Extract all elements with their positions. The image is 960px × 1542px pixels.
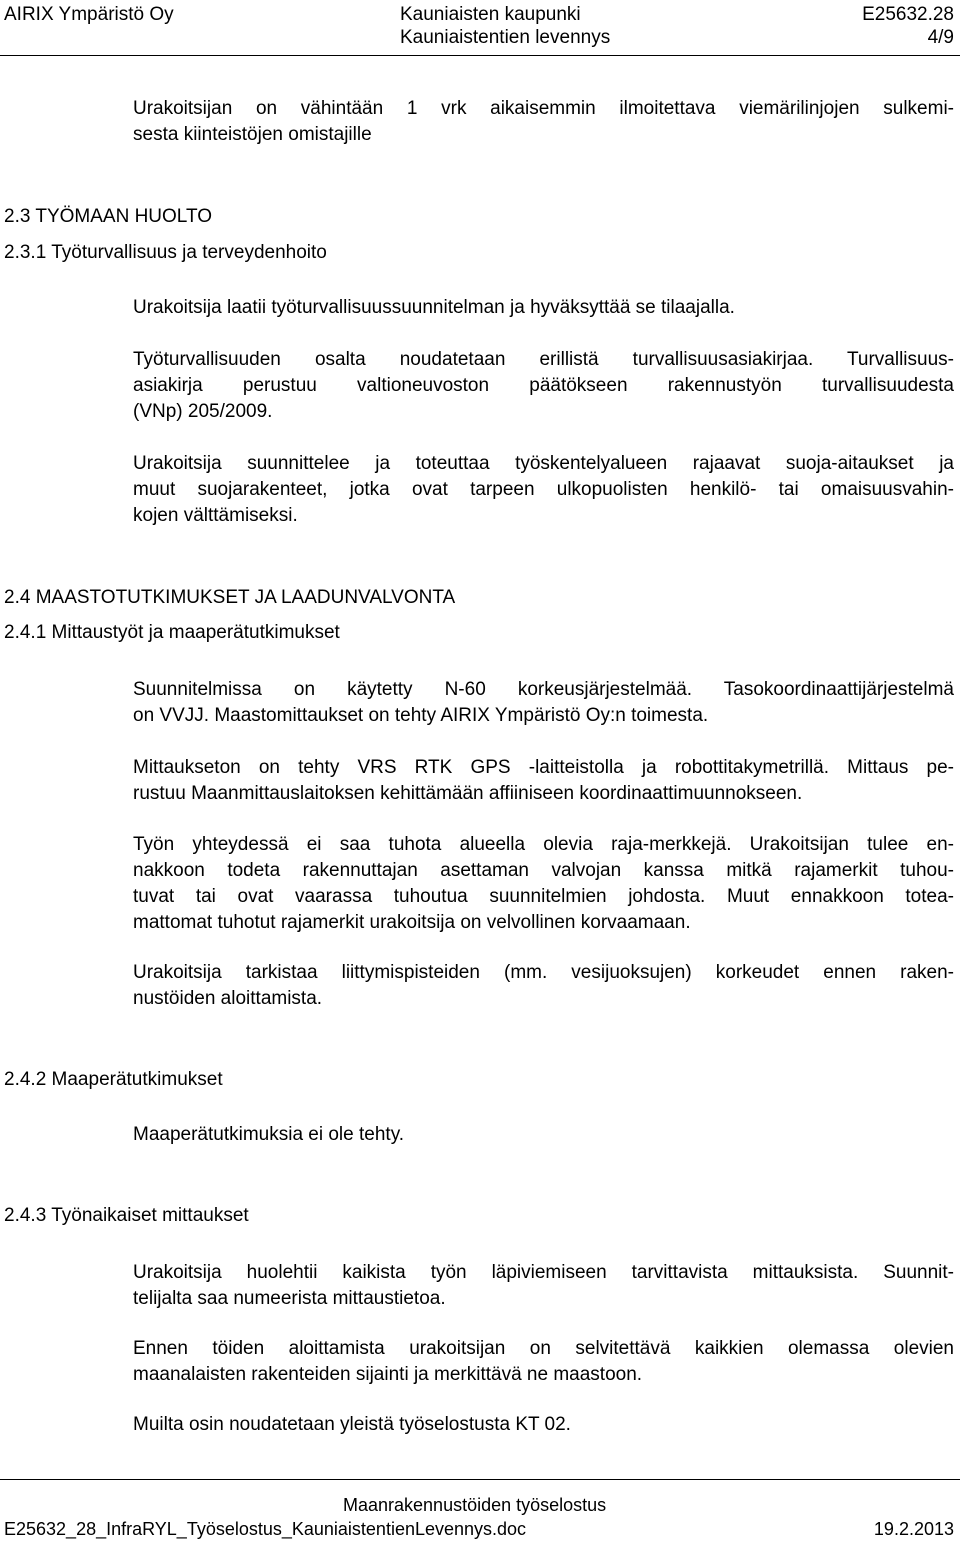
footer-doc-title: Maanrakennustöiden työselostus bbox=[343, 1495, 607, 1515]
header-page-number: 4/9 bbox=[927, 27, 954, 48]
paragraph-general-spec: Muilta osin noudatetaan yleistä työselostusta KT 02. bbox=[133, 1414, 571, 1435]
paragraph-sewer-notice: Urakoitsijan on vähintään 1 vrk aikaisemmin ilmoitettava viemärilinjojen sulkemi- sesta kiinteistöjen omistajille bbox=[133, 98, 954, 145]
paragraph-underground-structures: Ennen töiden aloittamista urakoitsijan on selvitettävä kaikkien olemassa olevien maanalaisten rakenteiden sijainti ja merkittävä ne maastoon. bbox=[133, 1338, 954, 1385]
paragraph-gps-measurements: Mittaukseton on tehty VRS RTK GPS -laitteistolla ja robottitakymetrillä. Mittaus pe- rustuu Maanmittauslaitoksen kehittämään affiiniseen koordinaattimuunnokseen. bbox=[133, 757, 954, 804]
heading-2-4-2: 2.4.2 Maaperätutkimukset bbox=[4, 1069, 223, 1090]
paragraph-safety-plan: Urakoitsija laatii työturvallisuussuunnitelman ja hyväksyttää se tilaajalla. bbox=[133, 297, 735, 318]
header-client: Kauniaisten kaupunki bbox=[400, 4, 581, 25]
paragraph-connection-levels: Urakoitsija tarkistaa liittymispisteiden (mm. vesijuoksujen) korkeudet ennen raken- nustöiden aloittamista. bbox=[133, 962, 954, 1009]
paragraph-safety-document: Työturvallisuuden osalta noudatetaan erillistä turvallisuusasiakirjaa. Turvallisuus- asiakirja perustuu valtioneuvoston päätökseen rakennustyön turvallisuudesta (VNp) 205/2009. bbox=[133, 349, 954, 422]
footer-filename: E25632_28_InfraRYL_Työselostus_KauniaistentienLevennys.doc bbox=[4, 1519, 527, 1539]
footer-rule bbox=[0, 1479, 960, 1480]
heading-2-4-3: 2.4.3 Työnaikaiset mittaukset bbox=[4, 1205, 249, 1226]
header-doc-id: E25632.28 bbox=[862, 4, 954, 25]
paragraph-boundary-marks: Työn yhteydessä ei saa tuhota alueella olevia raja-merkkejä. Urakoitsijan tulee en- nakkoon todeta rakennuttajan asettaman valvojan kanssa mitkä rajamerkit tuhou- tuvat tai ovat vaarassa tuhoutua suunnitelmien johdosta. Muut ennakkoon totea- mattomat tuhotut rajamerkit urakoitsija on velvollinen korvaamaan. bbox=[133, 834, 954, 933]
heading-2-4-1: 2.4.1 Mittaustyöt ja maaperätutkimukset bbox=[4, 622, 340, 643]
paragraph-coordinate-systems: Suunnitelmissa on käytetty N-60 korkeusjärjestelmää. Tasokoordinaattijärjestelmä on VVJJ. Maastomittaukset on tehty AIRIX Ympäristö Oy:n toimesta. bbox=[133, 679, 954, 726]
paragraph-fencing: Urakoitsija suunnittelee ja toteuttaa työskentelyalueen rajaavat suoja-aitaukset ja muut suojarakenteet, jotka ovat tarpeen ulkopuolisten henkilö- tai omaisuusvahin- kojen välttämiseksi. bbox=[133, 453, 954, 526]
paragraph-soil-surveys: Maaperätutkimuksia ei ole tehty. bbox=[133, 1124, 405, 1145]
header-company: AIRIX Ympäristö Oy bbox=[4, 4, 174, 25]
heading-2-3: 2.3 TYÖMAAN HUOLTO bbox=[4, 206, 212, 227]
paragraph-work-measurements: Urakoitsija huolehtii kaikista työn läpiviemiseen tarvittavista mittauksista. Suunnit- telijalta saa numeerista mittaustietoa. bbox=[133, 1262, 954, 1309]
header-project: Kauniaistentien levennys bbox=[400, 27, 611, 48]
footer-date: 19.2.2013 bbox=[873, 1519, 954, 1539]
header-rule bbox=[0, 55, 960, 56]
heading-2-4: 2.4 MAASTOTUTKIMUKSET JA LAADUNVALVONTA bbox=[4, 587, 456, 608]
heading-2-3-1: 2.3.1 Työturvallisuus ja terveydenhoito bbox=[4, 242, 327, 263]
